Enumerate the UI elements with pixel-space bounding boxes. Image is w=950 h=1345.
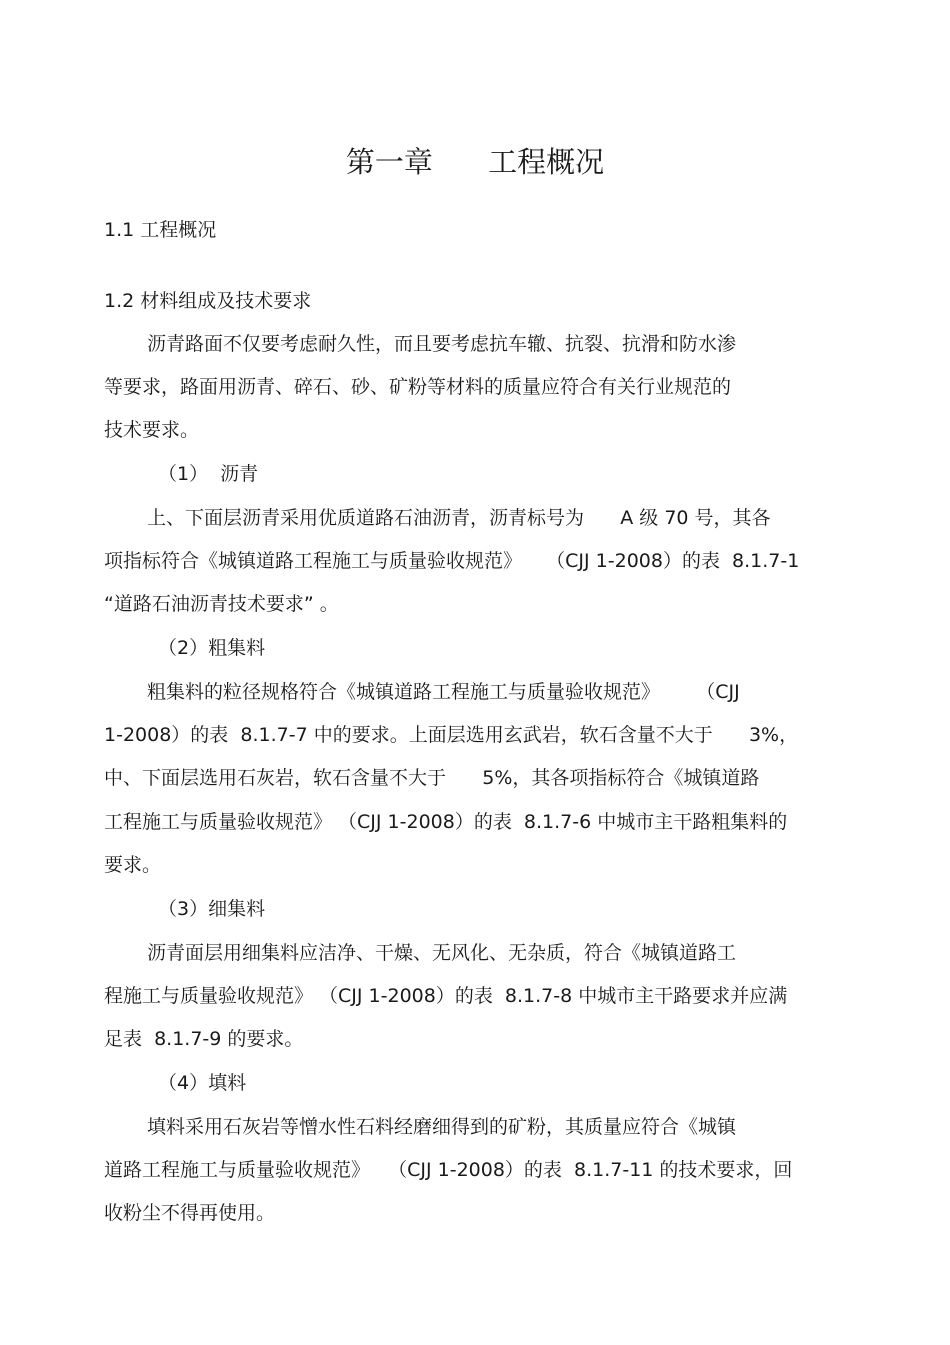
item-label-filler: （4）填料	[158, 1072, 247, 1094]
coarse-aggregate-line-2: 1-2008）的表 8.1.7-7 中的要求。上面层选用玄武岩，软石含量不大于 3%，	[104, 724, 799, 746]
coarse-aggregate-line-5: 要求。	[104, 854, 162, 876]
intro-line-2: 等要求，路面用沥青、碎石、砂、矿粉等材料的质量应符合有关行业规范的	[104, 376, 732, 398]
coarse-aggregate-line-1: 粗集料的粒径规格符合《城镇道路工程施工与质量验收规范》 （CJJ	[147, 681, 740, 703]
item-label-fine-aggregate: （3）细集料	[158, 898, 266, 920]
asphalt-line-1: 上、下面层沥青采用优质道路石油沥青，沥青标号为 A 级 70 号，其各	[147, 507, 771, 529]
filler-line-2: 道路工程施工与质量验收规范》 （CJJ 1-2008）的表 8.1.7-11 的技术要求，回	[104, 1159, 793, 1181]
asphalt-line-3: “道路石油沥青技术要求” 。	[104, 593, 339, 615]
filler-line-1: 填料采用石灰岩等憎水性石料经磨细得到的矿粉，其质量应符合《城镇	[147, 1116, 737, 1138]
section-heading-1-1: 1.1 工程概况	[104, 219, 217, 241]
intro-line-3: 技术要求。	[104, 419, 200, 441]
intro-line-1: 沥青路面不仅要考虑耐久性，而且要考虑抗车辙、抗裂、抗滑和防水渗	[147, 333, 737, 355]
fine-aggregate-line-3: 足表 8.1.7-9 的要求。	[104, 1028, 304, 1050]
item-label-coarse-aggregate: （2）粗集料	[158, 637, 266, 659]
item-label-asphalt: （1） 沥青	[158, 463, 259, 485]
asphalt-line-2: 项指标符合《城镇道路工程施工与质量验收规范》 （CJJ 1-2008）的表 8.1.7-1	[104, 550, 800, 572]
coarse-aggregate-line-4: 工程施工与质量验收规范》 （CJJ 1-2008）的表 8.1.7-6 中城市主干路粗集料的	[104, 811, 788, 833]
fine-aggregate-line-2: 程施工与质量验收规范》 （CJJ 1-2008）的表 8.1.7-8 中城市主干路要求并应满	[104, 985, 788, 1007]
coarse-aggregate-line-3: 中、下面层选用石灰岩，软石含量不大于 5%，其各项指标符合《城镇道路	[104, 767, 760, 789]
section-heading-1-2: 1.2 材料组成及技术要求	[104, 290, 312, 312]
filler-line-3: 收粉尘不得再使用。	[104, 1202, 276, 1224]
chapter-title: 第一章 工程概况	[345, 145, 605, 179]
fine-aggregate-line-1: 沥青面层用细集料应洁净、干燥、无风化、无杂质，符合《城镇道路工	[147, 942, 737, 964]
